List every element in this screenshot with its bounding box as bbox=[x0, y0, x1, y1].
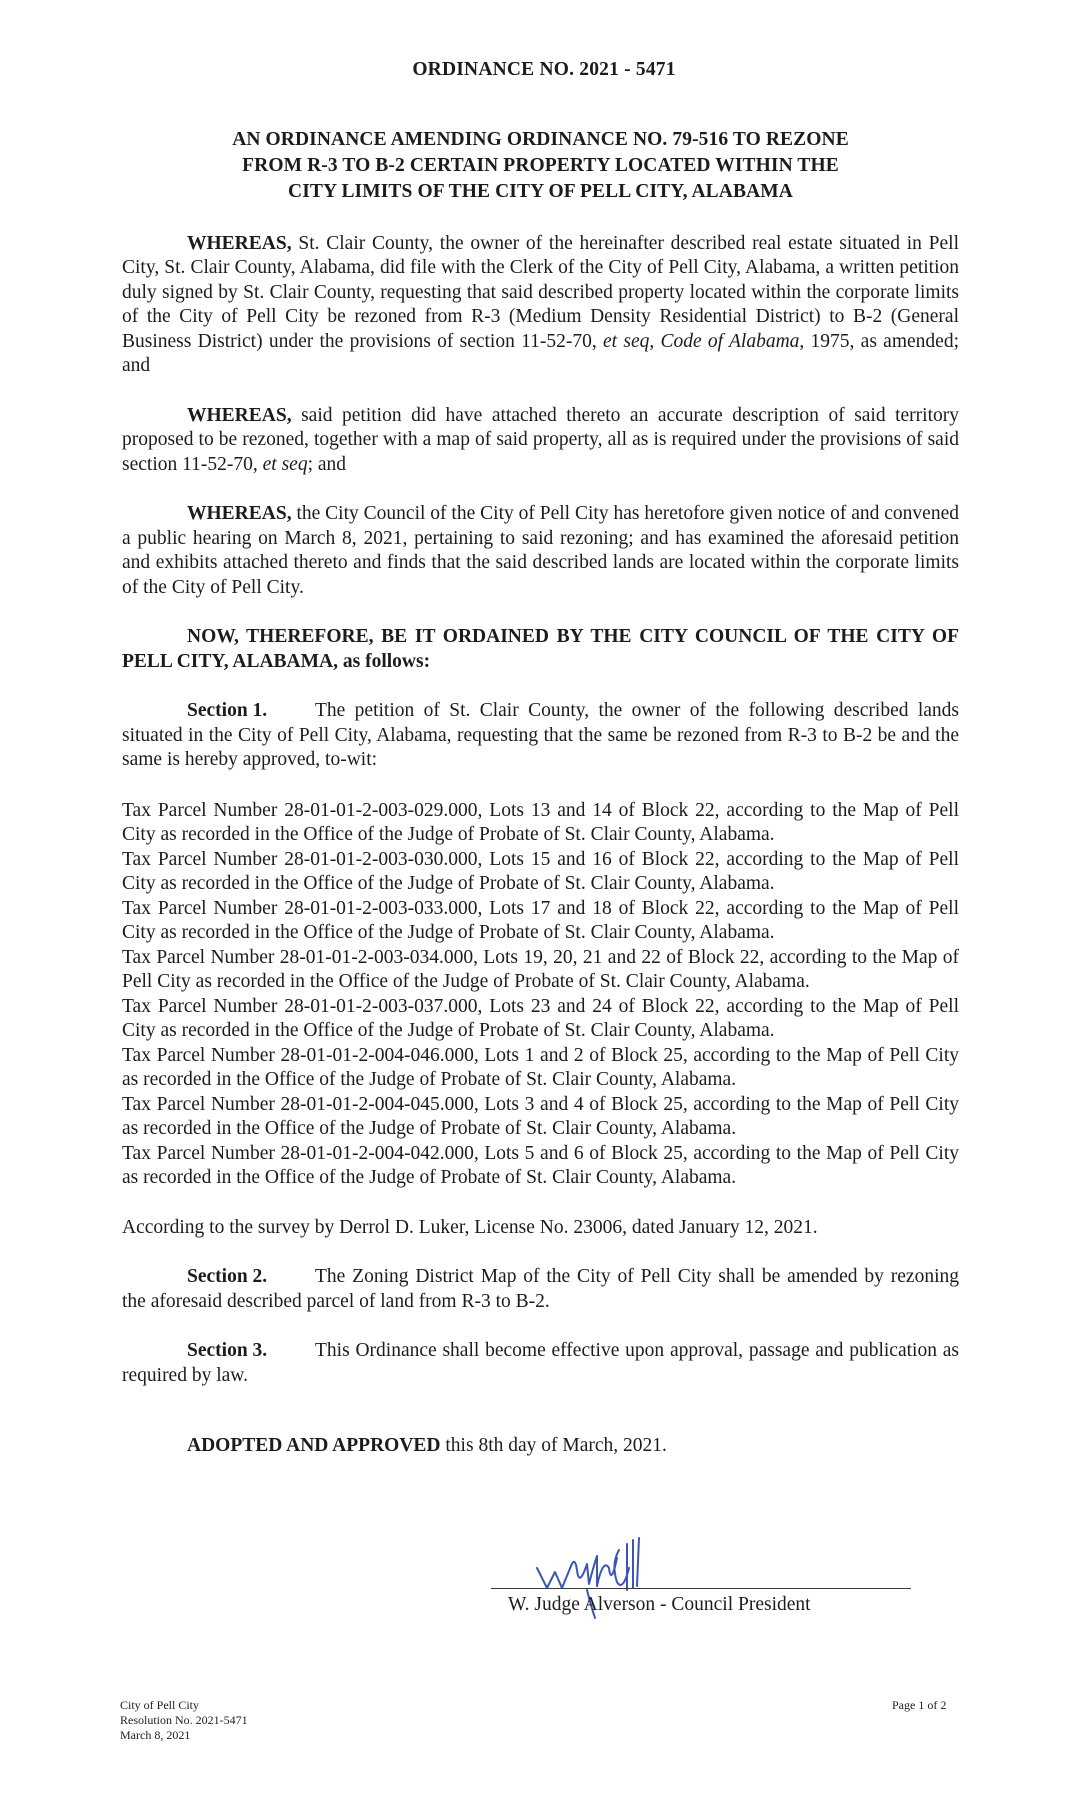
heading-line-2: FROM R-3 TO B-2 CERTAIN PROPERTY LOCATED WITHIN THE bbox=[242, 154, 839, 176]
list-item: Tax Parcel Number 28-01-01-2-003-029.000, Lots 13 and 14 of Block 22, according to the Map of Pell City as recorded in the Office of the Judge of Probate of St. Clair County, Alabama. bbox=[122, 799, 959, 845]
whereas-paragraph-2 bbox=[122, 404, 959, 478]
section-3-text: This Ordinance shall become effective upon approval, passage and publication as required by law. bbox=[122, 1340, 959, 1386]
list-item: Tax Parcel Number 28-01-01-2-004-045.000, Lots 3 and 4 of Block 25, according to the Map of Pell City as recorded in the Office of the Judge of Probate of St. Clair County, Alabama. bbox=[122, 1093, 959, 1139]
list-item: Tax Parcel Number 28-01-01-2-003-033.000, Lots 17 and 18 of Block 22, according to the Map of Pell City as recorded in the Office of the Judge of Probate of St. Clair County, Alabama. bbox=[122, 897, 959, 943]
signature-block bbox=[491, 1528, 911, 1618]
whereas-italic: et seq bbox=[603, 330, 650, 352]
section-2 bbox=[122, 1265, 959, 1314]
adopted-tail: this 8th day of March, 2021. bbox=[440, 1435, 667, 1456]
signature-line bbox=[491, 1588, 911, 1589]
list-item: Tax Parcel Number 28-01-01-2-003-034.000, Lots 19, 20, 21 and 22 of Block 22, according to the Map of Pell City as recorded in the Office of the Judge of Probate of St. Clair County, Alabama. bbox=[122, 946, 959, 992]
now-therefore-tail: as follows: bbox=[338, 650, 431, 672]
whereas-text: St. Clair County, the owner of the hereinafter described real estate situated in Pell City, St. Clair County, Alabama, did file with the Clerk of the City of Pell City, Alabama, a written petition duly signed by St. Clair County, requesting that said described property located within the corporate limits of the City of Pell City be rezoned from R-3 (Medium Density Residential District) to B-2 (General Business District) under the provisions of section 11-52-70, bbox=[122, 232, 959, 352]
now-therefore-clause bbox=[122, 625, 959, 674]
section-3 bbox=[122, 1339, 959, 1388]
heading-line-1: AN ORDINANCE AMENDING ORDINANCE NO. 79-516 TO REZONE bbox=[232, 128, 849, 150]
whereas-lead: WHEREAS, bbox=[187, 503, 292, 524]
whereas-text: 1975, as amended; and bbox=[122, 330, 959, 376]
whereas-text: the City Council of the City of Pell City has heretofore given notice of and convened a public hearing on March 8, 2021, pertaining to said rezoning; and has examined the aforesaid petition and exhibits attached thereto and finds that the said described lands are located within the corporate limits of the City of Pell City. bbox=[122, 503, 959, 598]
section-1-text: The petition of St. Clair County, the owner of the following described lands situated in the City of Pell City, Alabama, requesting that the same be rezoned from R-3 to B-2 be and the same is hereby approved, to-wit: bbox=[122, 700, 959, 770]
whereas-italic: et seq bbox=[262, 453, 308, 475]
ordinance-page bbox=[122, 58, 959, 1459]
parcel-list bbox=[122, 799, 959, 1191]
section-2-text: The Zoning District Map of the City of Pell City shall be amended by rezoning the aforesaid described parcel of land from R-3 to B-2. bbox=[122, 1266, 959, 1312]
footer-resolution-number: Resolution No. 2021-5471 bbox=[120, 1713, 248, 1727]
adopted-approved-line bbox=[122, 1434, 959, 1459]
page-number: Page 1 of 2 bbox=[892, 1698, 947, 1712]
whereas-paragraph-1 bbox=[122, 232, 959, 379]
whereas-text: ; and bbox=[307, 453, 347, 475]
list-item: Tax Parcel Number 28-01-01-2-004-042.000, Lots 5 and 6 of Block 25, according to the Map of Pell City as recorded in the Office of the Judge of Probate of St. Clair County, Alabama. bbox=[122, 1142, 959, 1188]
whereas-text: said petition did have attached thereto an accurate description of said territory proposed to be rezoned, together with a map of said property, all as is required under the provisions of said section 11-52-70, bbox=[122, 404, 959, 475]
whereas-lead: WHEREAS, bbox=[187, 232, 292, 254]
section-1-label: Section 1. bbox=[187, 700, 268, 721]
heading-line-3: CITY LIMITS OF THE CITY OF PELL CITY, ALABAMA bbox=[288, 180, 793, 202]
now-therefore-lead: NOW, THEREFORE, BE IT ORDAINED BY THE CITY COUNCIL OF THE CITY OF PELL CITY, ALABAMA, bbox=[122, 626, 959, 672]
whereas-text: , bbox=[649, 330, 661, 352]
whereas-lead: WHEREAS, bbox=[187, 404, 292, 426]
whereas-paragraph-3 bbox=[122, 502, 959, 600]
list-item: Tax Parcel Number 28-01-01-2-003-037.000, Lots 23 and 24 of Block 22, according to the Map of Pell City as recorded in the Office of the Judge of Probate of St. Clair County, Alabama. bbox=[122, 995, 959, 1041]
whereas-italic: Code of Alabama, bbox=[660, 330, 805, 352]
footer-reference bbox=[120, 1698, 248, 1743]
section-3-label: Section 3. bbox=[187, 1340, 268, 1361]
signatory-name: W. Judge Alverson - Council President bbox=[508, 1594, 811, 1615]
ordinance-number: ORDINANCE NO. 2021 - 5471 bbox=[412, 59, 676, 80]
survey-note: According to the survey by Derrol D. Luker, License No. 23006, dated January 12, 2021. bbox=[122, 1216, 818, 1238]
footer-city: City of Pell City bbox=[120, 1698, 200, 1712]
section-2-label: Section 2. bbox=[187, 1266, 268, 1287]
ordinance-heading bbox=[122, 127, 959, 205]
adopted-lead: ADOPTED AND APPROVED bbox=[187, 1435, 441, 1456]
list-item: Tax Parcel Number 28-01-01-2-003-030.000, Lots 15 and 16 of Block 22, according to the Map of Pell City as recorded in the Office of the Judge of Probate of St. Clair County, Alabama. bbox=[122, 848, 959, 894]
section-1 bbox=[122, 699, 959, 773]
list-item: Tax Parcel Number 28-01-01-2-004-046.000, Lots 1 and 2 of Block 25, according to the Map of Pell City as recorded in the Office of the Judge of Probate of St. Clair County, Alabama. bbox=[122, 1044, 959, 1090]
footer-date: March 8, 2021 bbox=[120, 1728, 191, 1742]
